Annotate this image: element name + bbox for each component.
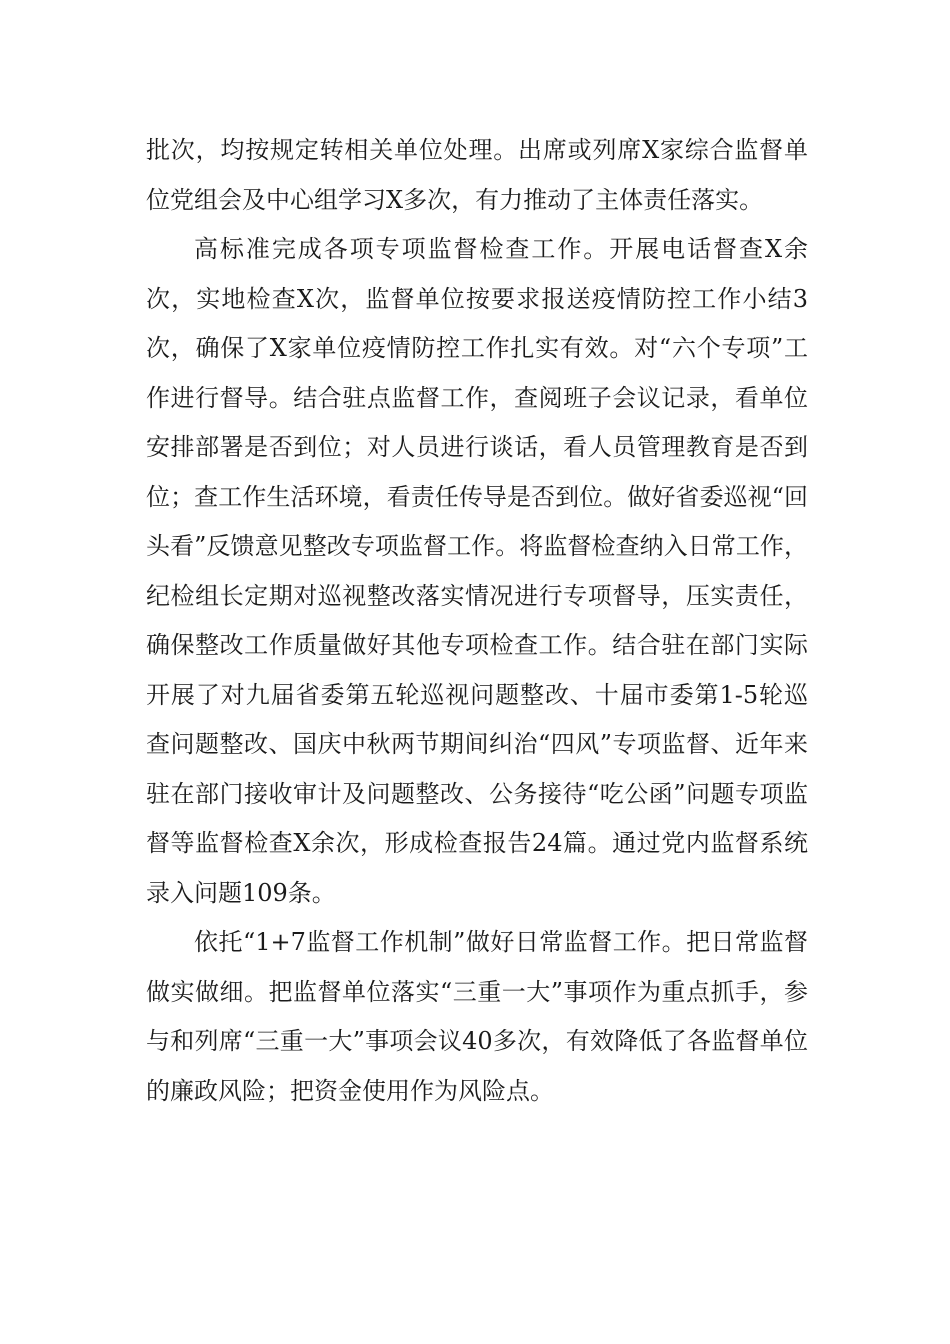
paragraph-special-inspection: 高标准完成各项专项监督检查工作。开展电话督查X余次，实地检查X次，监督单位按要求报送疫情防控工作小结3次，确保了X家单位疫情防控工作扎实有效。对“六个专项”工作进行督导。结合驻点监督工作，查阅班子会议记录，看单位安排部署是否到位；对人员进行谈话，看人员管理教育是否到位；查工作生活环境，看责任传导是否到位。做好省委巡视“回头看”反馈意见整改专项监督工作。将监督检查纳入日常工作，纪检组长定期对巡视整改落实情况进行专项督导，压实责任，确保整改工作质量做好其他专项检查工作。结合驻在部门实际开展了对九届省委第五轮巡视问题整改、十届市委第1-5轮巡查问题整改、国庆中秋两节期间纠治“四风”专项监督、近年来驻在部门接收审计及问题整改、公务接待“吃公函”问题专项监督等监督检查X余次，形成检查报告24篇。通过党内监督系统录入问题109条。 — [146, 235, 808, 907]
paragraph-continuation: 批次，均按规定转相关单位处理。出席或列席X家综合监督单位党组会及中心组学习X多次，有力推动了主体责任落实。 — [146, 136, 808, 214]
document-body — [146, 126, 808, 1116]
paragraph-daily-supervision: 依托“1+7监督工作机制”做好日常监督工作。把日常监督做实做细。把监督单位落实“三重一大”事项作为重点抓手，参与和列席“三重一大”事项会议40多次，有效降低了各监督单位的廉政风险；把资金使用作为风险点。 — [146, 928, 808, 1105]
